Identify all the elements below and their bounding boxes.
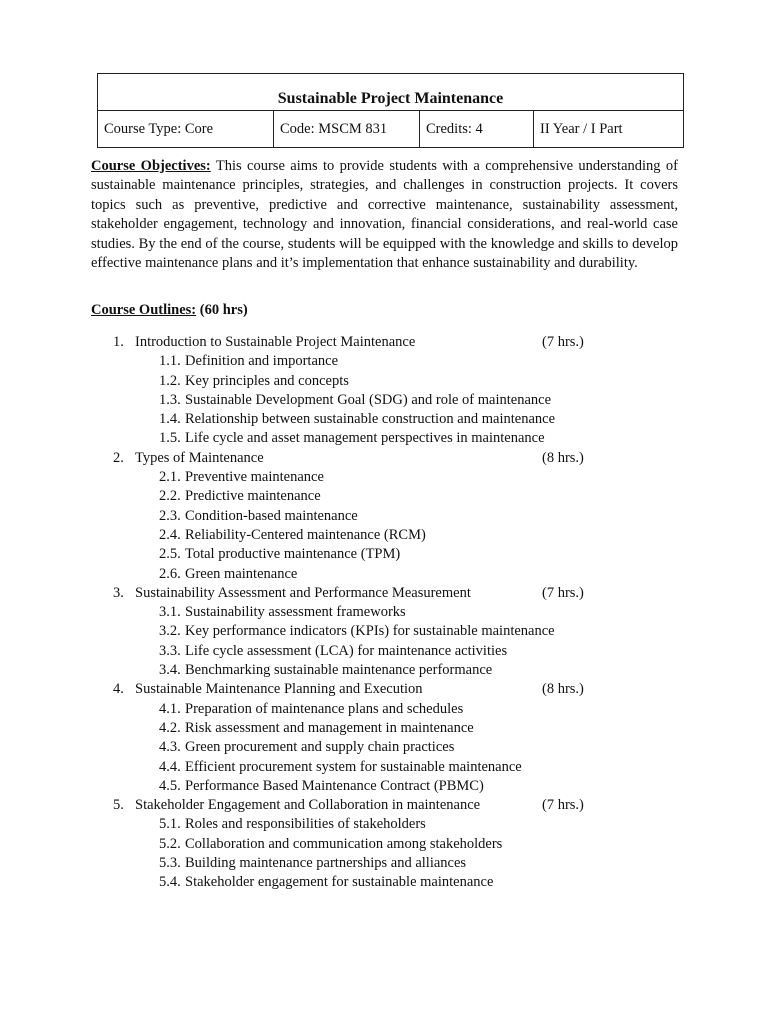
outline-subitem <box>0 738 768 757</box>
outline-subitem <box>0 372 768 391</box>
outline-subitem <box>0 815 768 834</box>
subitem-text: Sustainability assessment frameworks <box>185 604 406 621</box>
subitem-number: 4.1. <box>159 700 181 717</box>
outline-unit <box>0 584 768 603</box>
unit-hours: (8 hrs.) <box>542 681 584 698</box>
subitem-text: Preventive maintenance <box>185 469 324 486</box>
subitem-number: 4.2. <box>159 719 181 736</box>
outlines-hours: (60 hrs) <box>199 302 248 318</box>
subitem-number: 2.1. <box>159 469 181 486</box>
course-objectives <box>91 157 678 273</box>
course-credits-cell: Credits: 4 <box>420 111 534 148</box>
subitem-number: 1.1. <box>159 353 181 370</box>
subitem-number: 1.5. <box>159 430 181 447</box>
subitem-number: 2.2. <box>159 488 181 505</box>
unit-title: Types of Maintenance <box>135 449 264 466</box>
outline-subitem <box>0 603 768 622</box>
outline-subitem <box>0 487 768 506</box>
subitem-text: Condition-based maintenance <box>185 507 358 524</box>
outline-subitem <box>0 622 768 641</box>
course-code-cell: Code: MSCM 831 <box>274 111 420 148</box>
outline-subitem <box>0 835 768 854</box>
course-title: Sustainable Project Maintenance <box>98 74 683 111</box>
subitem-text: Total productive maintenance (TPM) <box>185 546 401 563</box>
outline-unit <box>0 680 768 699</box>
subitem-number: 4.5. <box>159 777 181 794</box>
subitem-text: Relationship between sustainable construction and maintenance <box>185 411 556 428</box>
unit-title: Sustainable Maintenance Planning and Execution <box>135 681 423 698</box>
outline-subitem <box>0 352 768 371</box>
unit-title: Introduction to Sustainable Project Maintenance <box>135 334 416 350</box>
subitem-number: 5.4. <box>159 874 181 891</box>
subitem-number: 2.5. <box>159 546 181 563</box>
objectives-text: This course aims to provide students with a comprehensive understanding of sustainable maintenance principles, strategies, and challenges in construction projects. It covers topics such as preventive, predictive and corrective maintenance, sustainability assessment, stakeholder engagement, technology and innovation, financial considerations, and real-world case studies. By the end of the course, students will be equipped with the knowledge and skills to develop effective maintenance plans and it’s implementation that enhance sustainability and durability. <box>91 158 678 272</box>
course-outlines-heading <box>91 302 248 319</box>
outline-subitem <box>0 545 768 564</box>
subitem-number: 1.2. <box>159 372 181 389</box>
subitem-text: Roles and responsibilities of stakeholders <box>185 816 426 833</box>
unit-hours: (8 hrs.) <box>542 449 584 466</box>
outline-subitem <box>0 661 768 680</box>
subitem-number: 2.4. <box>159 526 181 543</box>
subitem-number: 3.3. <box>159 642 181 659</box>
subitem-text: Efficient procurement system for sustainable maintenance <box>185 758 522 775</box>
unit-title: Sustainability Assessment and Performance Measurement <box>135 584 471 601</box>
outline-subitem <box>0 565 768 584</box>
outline-subitem <box>0 873 768 892</box>
subitem-text: Key performance indicators (KPIs) for sustainable maintenance <box>185 623 555 640</box>
subitem-number: 5.1. <box>159 816 181 833</box>
subitem-number: 5.2. <box>159 835 181 852</box>
subitem-number: 2.3. <box>159 507 181 524</box>
subitem-number: 1.3. <box>159 391 181 408</box>
subitem-number: 5.3. <box>159 855 181 872</box>
unit-number: 5. <box>113 797 124 814</box>
subitem-text: Life cycle assessment (LCA) for maintenance activities <box>185 642 508 659</box>
unit-number: 2. <box>113 449 124 466</box>
course-info-row <box>98 111 683 148</box>
outline-subitem <box>0 700 768 719</box>
course-outline-list <box>0 333 768 893</box>
outline-subitem <box>0 410 768 429</box>
outline-unit <box>0 449 768 468</box>
subitem-text: Stakeholder engagement for sustainable maintenance <box>185 874 494 891</box>
subitem-number: 4.3. <box>159 739 181 756</box>
outline-subitem <box>0 507 768 526</box>
outlines-label: Course Outlines: <box>91 302 197 318</box>
subitem-number: 2.6. <box>159 565 181 582</box>
unit-number: 1. <box>113 334 124 350</box>
subitem-text: Sustainable Development Goal (SDG) and role of maintenance <box>185 391 552 408</box>
outline-subitem <box>0 429 768 448</box>
subitem-text: Reliability-Centered maintenance (RCM) <box>185 526 426 543</box>
course-year-part-cell: II Year / I Part <box>540 121 623 137</box>
subitem-number: 3.1. <box>159 604 181 621</box>
unit-hours: (7 hrs.) <box>542 584 584 601</box>
subitem-number: 3.4. <box>159 662 181 679</box>
subitem-text: Collaboration and communication among stakeholders <box>185 835 503 852</box>
subitem-text: Building maintenance partnerships and alliances <box>185 855 467 872</box>
outline-subitem <box>0 526 768 545</box>
subitem-text: Key principles and concepts <box>185 372 349 389</box>
unit-title: Stakeholder Engagement and Collaboration in maintenance <box>135 797 481 814</box>
unit-hours: (7 hrs.) <box>542 797 584 814</box>
subitem-text: Life cycle and asset management perspectives in maintenance <box>185 430 545 447</box>
subitem-text: Risk assessment and management in maintenance <box>185 719 474 736</box>
subitem-number: 1.4. <box>159 411 181 428</box>
outline-subitem <box>0 468 768 487</box>
subitem-text: Performance Based Maintenance Contract (PBMC) <box>185 777 484 794</box>
objectives-label: Course Objectives: <box>91 158 211 174</box>
subitem-number: 4.4. <box>159 758 181 775</box>
subitem-number: 3.2. <box>159 623 181 640</box>
unit-hours: (7 hrs.) <box>542 334 584 350</box>
subitem-text: Green procurement and supply chain practices <box>185 739 455 756</box>
course-header-table <box>97 73 684 148</box>
outline-subitem <box>0 719 768 738</box>
outline-subitem <box>0 854 768 873</box>
subitem-text: Preparation of maintenance plans and schedules <box>185 700 464 717</box>
subitem-text: Benchmarking sustainable maintenance performance <box>185 662 493 679</box>
outline-subitem <box>0 642 768 661</box>
outline-subitem <box>0 758 768 777</box>
outline-unit <box>0 796 768 815</box>
subitem-text: Predictive maintenance <box>185 488 321 505</box>
unit-number: 3. <box>113 584 124 601</box>
subitem-text: Green maintenance <box>185 565 298 582</box>
outline-subitem <box>0 777 768 796</box>
outline-subitem <box>0 391 768 410</box>
unit-number: 4. <box>113 681 124 698</box>
subitem-text: Definition and importance <box>185 353 339 370</box>
outline-unit <box>0 333 768 352</box>
course-type-cell: Course Type: Core <box>98 111 274 148</box>
